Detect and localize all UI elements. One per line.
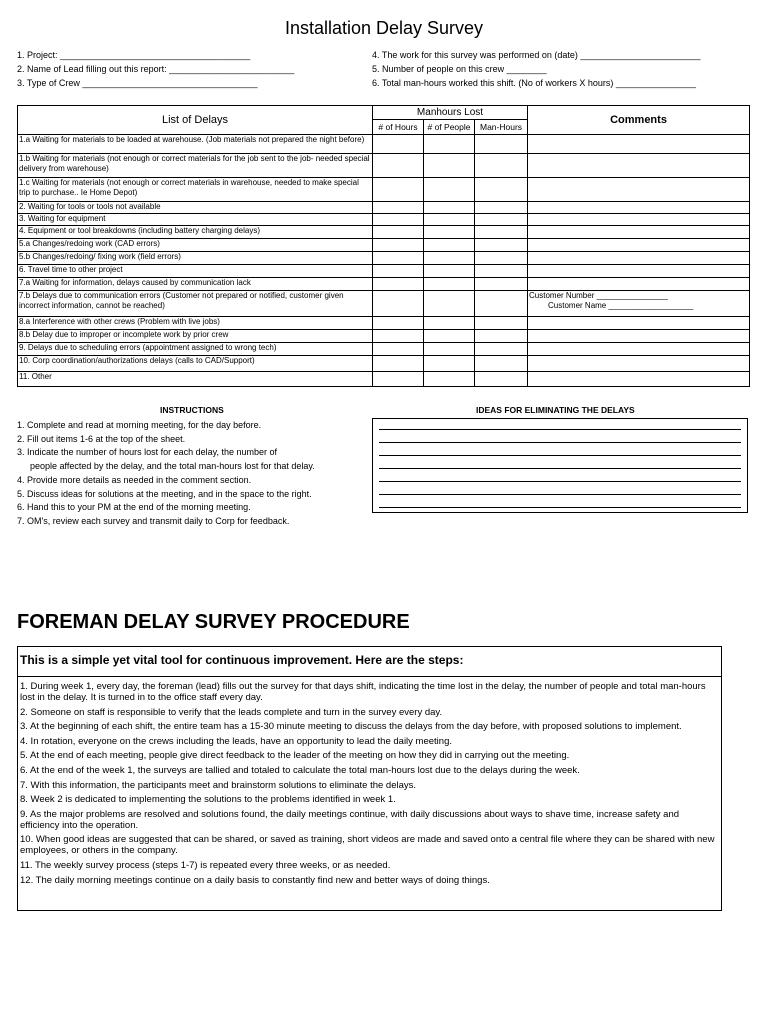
instructions-list	[17, 419, 315, 529]
man-hours-cell[interactable]	[475, 278, 528, 291]
hours-cell[interactable]	[373, 265, 424, 278]
procedure-step: 7. With this information, the participants meet and brainstorm solutions to eliminate the delays.	[20, 779, 417, 791]
procedure-intro: This is a simple yet vital tool for continuous improvement. Here are the steps:	[18, 647, 721, 677]
table-row	[18, 372, 750, 387]
man-hours-cell[interactable]	[475, 202, 528, 214]
man-hours-cell[interactable]	[475, 265, 528, 278]
comment-cell[interactable]	[528, 356, 750, 372]
hours-cell[interactable]	[373, 330, 424, 343]
procedure-steps	[20, 681, 719, 889]
delay-label: 10. Corp coordination/authorizations delays (calls to CAD/Support)	[18, 356, 373, 372]
idea-line[interactable]	[379, 455, 741, 456]
man-hours-cell[interactable]	[475, 178, 528, 202]
instruction-item: people affected by the delay, and the total man-hours lost for that delay.	[30, 461, 315, 472]
procedure-step: 6. At the end of the week 1, the surveys are tallied and totaled to calculate the total man-hours lost due to the delays during the week.	[20, 764, 580, 776]
procedure-step: 9. As the major problems are resolved and solutions found, the daily meetings continue, with daily discussions about ways to shave time, increase safety and efficiency into the operation.	[20, 808, 680, 831]
delay-label: 6. Travel time to other project	[18, 265, 373, 278]
comment-cell[interactable]	[528, 239, 750, 252]
customer-name-field[interactable]: Customer Name ___________________	[548, 301, 694, 310]
customer-number-field[interactable]: Customer Number ________________	[529, 291, 668, 300]
people-cell[interactable]	[424, 291, 475, 317]
delay-label: 5.a Changes/redoing work (CAD errors)	[18, 239, 373, 252]
procedure-step: 2. Someone on staff is responsible to verify that the leads complete and turn in the survey every day.	[20, 706, 443, 718]
idea-line[interactable]	[379, 442, 741, 443]
people-cell[interactable]	[424, 372, 475, 387]
hours-cell[interactable]	[373, 154, 424, 178]
people-cell[interactable]	[424, 178, 475, 202]
delay-label: 7.b Delays due to communication errors (Customer not prepared or notified, customer given incorrect information, cannot be reached)	[18, 291, 373, 317]
table-row	[18, 343, 750, 356]
col-list-of-delays: List of Delays	[18, 106, 373, 135]
man-hours-cell[interactable]	[475, 356, 528, 372]
hours-cell[interactable]	[373, 372, 424, 387]
col-man-hours: Man-Hours	[475, 120, 528, 135]
comment-cell[interactable]	[528, 343, 750, 356]
table-row	[18, 178, 750, 202]
table-row	[18, 330, 750, 343]
man-hours-cell[interactable]	[475, 291, 528, 317]
people-cell[interactable]	[424, 214, 475, 226]
people-cell[interactable]	[424, 252, 475, 265]
delay-label: 1.a Waiting for materials to be loaded at warehouse. (Job materials not prepared the night before)	[18, 135, 373, 154]
hours-cell[interactable]	[373, 226, 424, 239]
col-comments: Comments	[528, 106, 750, 135]
comment-cell[interactable]	[528, 178, 750, 202]
comment-cell[interactable]	[528, 278, 750, 291]
hours-cell[interactable]	[373, 135, 424, 154]
project-field[interactable]: 1. Project: ______________________________________	[17, 50, 251, 60]
people-cell[interactable]	[424, 317, 475, 330]
instruction-item: 7. OM's, review each survey and transmit daily to Corp for feedback.	[17, 515, 290, 526]
instruction-item: 5. Discuss ideas for solutions at the meeting, and in the space to the right.	[17, 488, 312, 499]
people-cell[interactable]	[424, 226, 475, 239]
man-hours-cell[interactable]	[475, 330, 528, 343]
table-row	[18, 226, 750, 239]
hours-cell[interactable]	[373, 278, 424, 291]
table-row	[18, 135, 750, 154]
comment-cell[interactable]	[528, 226, 750, 239]
man-hours-cell[interactable]	[475, 214, 528, 226]
delay-label: 1.b Waiting for materials (not enough or correct materials for the job sent to the job- needed special delivery from warehouse)	[18, 154, 373, 178]
crew-size-field[interactable]: 5. Number of people on this crew ________	[372, 64, 547, 74]
people-cell[interactable]	[424, 239, 475, 252]
delay-label: 9. Delays due to scheduling errors (appointment assigned to wrong tech)	[18, 343, 373, 356]
table-row	[18, 214, 750, 226]
comment-cell[interactable]	[528, 214, 750, 226]
idea-line[interactable]	[379, 429, 741, 430]
table-row	[18, 291, 750, 317]
crew-type-field[interactable]: 3. Type of Crew ___________________________________	[17, 78, 258, 88]
procedure-step: 3. At the beginning of each shift, the entire team has a 15-30 minute meeting to discuss the delays from the day before, with proposed solutions to implement.	[20, 721, 682, 733]
man-hours-cell[interactable]	[475, 252, 528, 265]
man-hours-cell[interactable]	[475, 317, 528, 330]
delay-table	[17, 105, 750, 387]
delay-label: 3. Waiting for equipment	[18, 214, 373, 226]
hours-cell[interactable]	[373, 291, 424, 317]
procedure-step: 1. During week 1, every day, the foreman (lead) fills out the survey for that days shift, indicating the time lost in the delay, the number of people and total man-hours lost in the delay. It is turned in to the office staff every day.	[20, 681, 706, 703]
instruction-item: 6. Hand this to your PM at the end of the morning meeting.	[17, 502, 251, 513]
comment-cell[interactable]	[528, 135, 750, 154]
procedure-step: 12. The daily morning meetings continue on a daily basis to constantly find new and better ways of doing things.	[20, 874, 490, 886]
hours-cell[interactable]	[373, 317, 424, 330]
hours-cell[interactable]	[373, 356, 424, 372]
man-hours-cell[interactable]	[475, 239, 528, 252]
comment-cell[interactable]	[528, 317, 750, 330]
comment-cell[interactable]	[528, 252, 750, 265]
comment-cell[interactable]	[528, 265, 750, 278]
hours-cell[interactable]	[373, 343, 424, 356]
table-row	[18, 202, 750, 214]
people-cell[interactable]	[424, 343, 475, 356]
procedure-step: 5. At the end of each meeting, people give direct feedback to the leader of the meeting on how they did in carrying out the meeting.	[20, 750, 570, 762]
procedure-step: 10. When good ideas are suggested that can be shared, or saved as training, short videos are made and saved onto a central file where they can be shared with new employees, or others in the company.	[20, 834, 715, 857]
instruction-item: 2. Fill out items 1-6 at the top of the sheet.	[17, 433, 186, 444]
man-hours-cell[interactable]	[475, 154, 528, 178]
delay-label: 7.a Waiting for information, delays caused by communication lack	[18, 278, 373, 291]
idea-line[interactable]	[379, 494, 741, 495]
man-hours-cell[interactable]	[475, 135, 528, 154]
idea-line[interactable]	[379, 507, 741, 508]
people-cell[interactable]	[424, 278, 475, 291]
procedure-step: 11. The weekly survey process (steps 1-7) is repeated every three weeks, or as needed.	[20, 859, 391, 871]
instruction-item: 1. Complete and read at morning meeting, for the day before.	[17, 420, 262, 430]
comment-cell[interactable]	[528, 372, 750, 387]
idea-line[interactable]	[379, 468, 741, 469]
ideas-box[interactable]	[372, 418, 748, 513]
ideas-heading: IDEAS FOR ELIMINATING THE DELAYS	[476, 405, 635, 415]
delay-label: 8.a Interference with other crews (Problem with live jobs)	[18, 317, 373, 330]
table-row	[18, 278, 750, 291]
work-date-field[interactable]: 4. The work for this survey was performed on (date) ________________________	[372, 50, 701, 60]
table-row	[18, 265, 750, 278]
table-row	[18, 239, 750, 252]
delay-label: 4. Equipment or tool breakdowns (including battery charging delays)	[18, 226, 373, 239]
col-hours: # of Hours	[373, 120, 424, 135]
hours-cell[interactable]	[373, 178, 424, 202]
col-people: # of People	[424, 120, 475, 135]
hours-cell[interactable]	[373, 214, 424, 226]
procedure-step: 4. In rotation, everyone on the crews including the leads, have an opportunity to lead the daily meeting.	[20, 735, 452, 747]
instruction-item: 3. Indicate the number of hours lost for each delay, the number of	[17, 447, 277, 458]
man-hours-cell[interactable]	[475, 372, 528, 387]
total-manhours-field[interactable]: 6. Total man-hours worked this shift. (No of workers X hours) ________________	[372, 78, 697, 88]
page-title: Installation Delay Survey	[284, 18, 484, 38]
delay-label: 1.c Waiting for materials (not enough or correct materials in warehouse, needed to make special trip to purchase.. Ie Home Depot)	[18, 178, 373, 202]
procedure-step: 8. Week 2 is dedicated to implementing the solutions to the problems identified in week 1.	[20, 794, 396, 806]
idea-line[interactable]	[379, 481, 741, 482]
people-cell[interactable]	[424, 202, 475, 214]
table-row	[18, 317, 750, 330]
man-hours-cell[interactable]	[475, 343, 528, 356]
instruction-item: 4. Provide more details as needed in the comment section.	[17, 474, 252, 485]
hours-cell[interactable]	[373, 252, 424, 265]
people-cell[interactable]	[424, 265, 475, 278]
delay-label: 11. Other	[18, 372, 373, 387]
delay-label: 5.b Changes/redoing/ fixing work (field errors)	[18, 252, 373, 265]
people-cell[interactable]	[424, 356, 475, 372]
instructions-heading: INSTRUCTIONS	[160, 405, 224, 415]
table-body	[18, 135, 750, 387]
man-hours-cell[interactable]	[475, 226, 528, 239]
delay-label: 8.b Delay due to improper or incomplete work by prior crew	[18, 330, 373, 343]
procedure-title: FOREMAN DELAY SURVEY PROCEDURE	[17, 611, 410, 633]
people-cell[interactable]	[424, 135, 475, 154]
delay-label: 2. Waiting for tools or tools not available	[18, 202, 373, 214]
col-manhours-lost: Manhours Lost	[373, 106, 528, 120]
procedure-box	[17, 646, 722, 911]
table-row	[18, 252, 750, 265]
hours-cell[interactable]	[373, 239, 424, 252]
people-cell[interactable]	[424, 154, 475, 178]
lead-name-field[interactable]: 2. Name of Lead filling out this report: _________________________	[17, 64, 295, 74]
comment-cell[interactable]	[528, 330, 750, 343]
hours-cell[interactable]	[373, 202, 424, 214]
comment-cell[interactable]	[528, 154, 750, 178]
table-row	[18, 356, 750, 372]
comment-cell[interactable]	[528, 291, 750, 317]
comment-cell[interactable]	[528, 202, 750, 214]
people-cell[interactable]	[424, 330, 475, 343]
table-row	[18, 154, 750, 178]
